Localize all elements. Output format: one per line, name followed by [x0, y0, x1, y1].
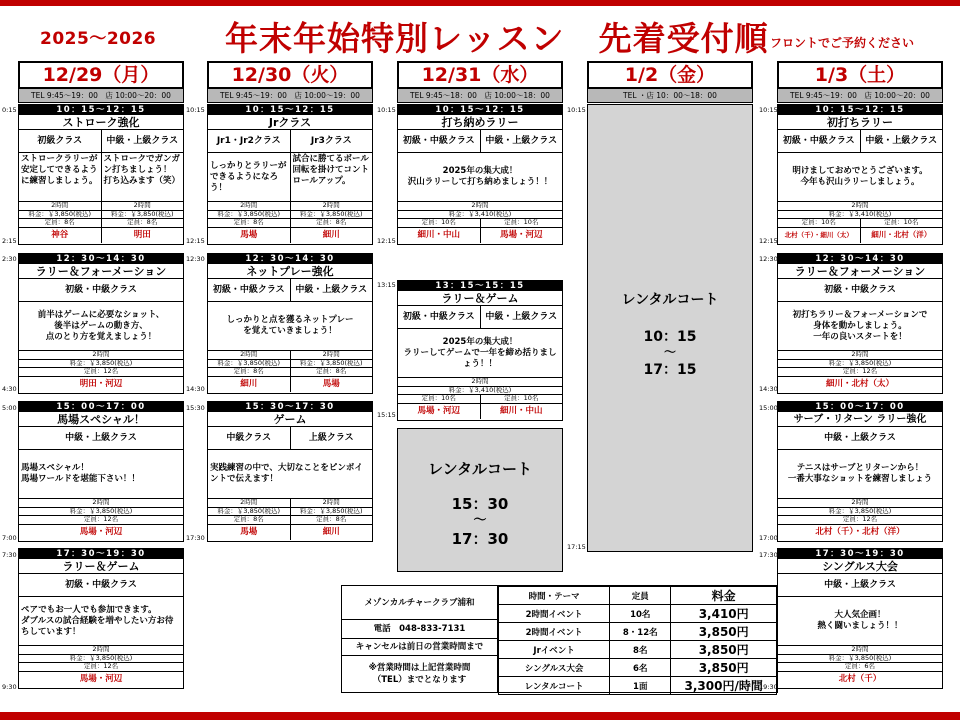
- lesson-theme: 打ち納めラリー: [398, 115, 562, 130]
- lesson-fee: 2時間 料金：￥3,850(税込) 定員：8名 2時間 料金：￥3,850(税込) 定員：8名: [208, 351, 372, 377]
- business-hours: TEL 9:45～18：00 店 10:00～18：00: [397, 88, 563, 103]
- hours-note: ※営業時間は上記営業時間 （TEL）までとなります: [368, 663, 471, 685]
- lesson-block: [777, 401, 943, 542]
- lesson-coaches: 北村（千）: [838, 673, 882, 684]
- time-label: 4:30: [2, 385, 17, 393]
- lesson-block: [18, 253, 184, 394]
- lesson-fee: 2時間 料金：￥3,850(税込) 定員：8名 2時間 料金：￥3,850(税込) 定員：8名: [208, 202, 372, 228]
- lesson-theme: Jrクラス: [208, 115, 372, 130]
- day-header: 1/2（金）: [587, 61, 753, 88]
- time-label: 12:15: [759, 237, 778, 245]
- lesson-coaches: 北村（千）・細川（太） 細川・北村（洋）: [778, 228, 942, 243]
- time-label: 10:15: [377, 106, 396, 114]
- time-label: 17:00: [759, 534, 778, 542]
- lesson-time: 12：30～14：30: [19, 254, 183, 264]
- lesson-coaches: 馬場・河辺: [79, 673, 123, 684]
- rental-court-block: [397, 428, 563, 572]
- lesson-theme: ラリー＆ゲーム: [19, 559, 183, 574]
- lesson-block: [18, 548, 184, 689]
- lesson-fee: 2時間 料金：￥3,410(税込) 定員：10名 定員：10名: [778, 202, 942, 228]
- time-label: 17:30: [186, 534, 205, 542]
- lesson-fee: 2時間 料金：￥3,850(税込) 定員：12名: [19, 499, 183, 525]
- lesson-time: 15：00～17：00: [778, 402, 942, 412]
- lesson-levels: 初級クラス 中級・上級クラス: [19, 130, 183, 153]
- day-column-1229: [18, 0, 184, 700]
- lesson-levels: 中級・上級クラス: [19, 427, 183, 450]
- lesson-coaches: 明田・河辺: [79, 378, 123, 389]
- time-label: 0:15: [2, 106, 17, 114]
- lesson-time: 17：30～19：30: [778, 549, 942, 559]
- day-header: 12/29（月）: [18, 61, 184, 88]
- lesson-fee: 2時間 料金：￥3,850(税込) 定員：12名: [19, 646, 183, 672]
- lesson-description: しっかりとラリーができるようになろう！ 試合に勝てるボール回転を掛けてコントロールアップ。: [208, 153, 372, 202]
- time-label: 9:30: [2, 683, 17, 691]
- lesson-levels: 初級・中級クラス 中級・上級クラス: [208, 279, 372, 302]
- lesson-block: [18, 104, 184, 245]
- lesson-time: 12：30～14：30: [778, 254, 942, 264]
- lesson-time: 15：00～17：00: [19, 402, 183, 412]
- lesson-time: 10：15～12：15: [19, 105, 183, 115]
- lesson-levels: Jr1・Jr2クラス Jr3クラス: [208, 130, 372, 153]
- lesson-fee: 2時間 料金：￥3,850(税込) 定員：8名 2時間 料金：￥3,850(税込) 定員：8名: [19, 202, 183, 228]
- lesson-coaches: 馬場 細川: [208, 228, 372, 243]
- rental-end-time: 17：30: [451, 530, 509, 548]
- business-hours: TEL 9:45～19：00 店 10:00～20：00: [18, 88, 184, 103]
- lesson-coaches: 北村（千）・北村（洋）: [815, 526, 905, 537]
- lesson-theme: 初打ちラリー: [778, 115, 942, 130]
- time-label: 12:30: [759, 255, 778, 263]
- lesson-coaches: 細川 馬場: [208, 377, 372, 392]
- price-row: 2時間イベント 10名 3,410円: [499, 605, 777, 623]
- lesson-description: 2025年の集大成！ 沢山ラリーして打ち納めましょう！！: [398, 153, 562, 202]
- lesson-description: 2025年の集大成！ ラリーしてゲームで一年を締め括りましょう！！: [398, 329, 562, 378]
- time-label: 2:30: [2, 255, 17, 263]
- rental-start-time: 10：15: [643, 329, 697, 345]
- time-label: 15:15: [377, 411, 396, 419]
- lesson-block: [777, 548, 943, 689]
- rental-separator: ～: [473, 513, 487, 528]
- day-header: 1/3（土）: [777, 61, 943, 88]
- lesson-block: [397, 280, 563, 421]
- lesson-levels: 中級・上級クラス: [778, 427, 942, 450]
- price-table: [498, 586, 777, 692]
- lesson-fee: 2時間 料金：￥3,850(税込) 定員：12名: [19, 351, 183, 377]
- time-label: 10:15: [567, 106, 586, 114]
- time-label: 7:00: [2, 534, 17, 542]
- lesson-coaches: 馬場・河辺 細川・中山: [398, 404, 562, 419]
- business-hours: TEL 9:45～19：00 店 10:00～20：00: [777, 88, 943, 103]
- time-label: 19:30: [759, 683, 778, 691]
- lesson-theme: ゲーム: [208, 412, 372, 427]
- lesson-description: しっかりと点を獲るネットプレー を覚えていきましょう！: [208, 302, 372, 351]
- lesson-description: 大人気企画！ 熱く闘いましょう！！: [778, 597, 942, 646]
- day-column-0103: [777, 0, 943, 700]
- lesson-fee: 2時間 料金：￥3,410(税込) 定員：10名 定員：10名: [398, 378, 562, 404]
- lesson-description: ストロークラリーが安定してできるように練習しましょう。 ストロークでガンガン打ちましょう！ 打ち込みます（笑）: [19, 153, 183, 202]
- business-hours: TEL ・店 10：00～18：00: [587, 88, 753, 103]
- lesson-time: 10：15～12：15: [208, 105, 372, 115]
- price-header-row: 時間・テーマ 定員 料金: [499, 587, 777, 605]
- lesson-fee: 2時間 料金：￥3,850(税込) 定員：12名: [778, 499, 942, 525]
- lesson-description: 前半はゲームに必要なショット、 後半はゲームの動き方、 点のとり方を覚えましょう！: [19, 302, 183, 351]
- time-label: 13:15: [377, 281, 396, 289]
- rental-separator: ～: [663, 345, 676, 359]
- rental-start-time: 15：30: [451, 495, 509, 513]
- price-row: シングルス大会 6名 3,850円: [499, 659, 777, 677]
- lesson-theme: シングルス大会: [778, 559, 942, 574]
- time-label: 17:15: [567, 543, 586, 551]
- club-info: [342, 586, 498, 692]
- info-price-table: [341, 585, 778, 693]
- lesson-time: 12：30～14：30: [208, 254, 372, 264]
- lesson-block: [18, 401, 184, 542]
- time-label: 12:30: [186, 255, 205, 263]
- lesson-coaches: 細川・中山 馬場・河辺: [398, 228, 562, 243]
- lesson-time: 10：15～12：15: [778, 105, 942, 115]
- rental-court-block: [587, 104, 753, 552]
- lesson-theme: 馬場スペシャル！: [19, 412, 183, 427]
- lesson-levels: 初級・中級クラス 中級・上級クラス: [398, 306, 562, 329]
- lesson-description: ペアでもお一人でも参加できます。 ダブルスの試合経験を増やしたい方お待ちしています！: [19, 597, 183, 646]
- lesson-theme: ラリー＆ゲーム: [398, 291, 562, 306]
- lesson-theme: サーブ・リターン ラリー強化: [778, 412, 942, 427]
- lesson-description: 馬場スペシャル！ 馬場ワールドを堪能下さい！！: [19, 450, 183, 499]
- lesson-time: 15：30～17：30: [208, 402, 372, 412]
- page-title: 年末年始特別レッスン 先着受付順: [225, 19, 769, 58]
- time-label: 10:15: [759, 106, 778, 114]
- time-label: 7:30: [2, 551, 17, 559]
- lesson-levels: 中級クラス 上級クラス: [208, 427, 372, 450]
- time-label: 10:15: [186, 106, 205, 114]
- lesson-levels: 初級・中級クラス 中級・上級クラス: [778, 130, 942, 153]
- time-label: 12:15: [186, 237, 205, 245]
- lesson-coaches: 神谷 明田: [19, 228, 183, 243]
- lesson-block: [207, 104, 373, 245]
- lesson-levels: 初級・中級クラス: [19, 574, 183, 597]
- cancel-policy: キャンセルは前日の営業時間まで: [342, 639, 497, 656]
- lesson-time: 10：15～12：15: [398, 105, 562, 115]
- rental-end-time: 17：15: [643, 362, 697, 378]
- lesson-block: [207, 401, 373, 542]
- lesson-block: [777, 104, 943, 245]
- lesson-block: [397, 104, 563, 245]
- bottom-bar: [0, 712, 960, 720]
- lesson-theme: ネットプレー強化: [208, 264, 372, 279]
- time-label: 14:30: [759, 385, 778, 393]
- lesson-time: 13：15～15：15: [398, 281, 562, 291]
- time-label: 12:15: [377, 237, 396, 245]
- day-header: 12/30（火）: [207, 61, 373, 88]
- price-row: Jrイベント 8名 3,850円: [499, 641, 777, 659]
- lesson-levels: 中級・上級クラス: [778, 574, 942, 597]
- lesson-coaches: 馬場 細川: [208, 525, 372, 540]
- time-label: 15:30: [186, 404, 205, 412]
- lesson-block: [777, 253, 943, 394]
- time-label: 14:30: [186, 385, 205, 393]
- time-label: 15:00: [759, 404, 778, 412]
- rental-court-label: レンタルコート: [621, 292, 719, 308]
- rental-court-label: レンタルコート: [427, 460, 533, 478]
- lesson-coaches: 細川・北村（太）: [825, 378, 894, 389]
- lesson-fee: 2時間 料金：￥3,850(税込) 定員：12名: [778, 351, 942, 377]
- price-row: レンタルコート 1面 3,300円/時間: [499, 677, 777, 695]
- lesson-theme: ラリー＆フォーメーション: [19, 264, 183, 279]
- lesson-description: 初打ちラリー＆フォーメーションで 身体を動かしましょう。 一年の良いスタートを！: [778, 302, 942, 351]
- lesson-fee: 2時間 料金：￥3,850(税込) 定員：8名 2時間 料金：￥3,850(税込) 定員：8名: [208, 499, 372, 525]
- lesson-block: [207, 253, 373, 394]
- lesson-theme: ストローク強化: [19, 115, 183, 130]
- year-label: 2025～2026: [40, 29, 157, 49]
- time-label: 17:30: [759, 551, 778, 559]
- lesson-description: 実践練習の中で、大切なことをピンポイントで伝えます！: [208, 450, 372, 499]
- lesson-description: 明けましておめでとうございます。 今年も沢山ラリーしましょう。: [778, 153, 942, 202]
- club-name: メゾンカルチャークラブ浦和: [342, 586, 497, 620]
- lesson-fee: 2時間 料金：￥3,410(税込) 定員：10名 定員：10名: [398, 202, 562, 228]
- lesson-theme: ラリー＆フォーメーション: [778, 264, 942, 279]
- reservation-note: フロントでご予約ください: [770, 36, 915, 50]
- lesson-levels: 初級・中級クラス: [19, 279, 183, 302]
- lesson-fee: 2時間 料金：￥3,850(税込) 定員：6名: [778, 646, 942, 672]
- day-header: 12/31（水）: [397, 61, 563, 88]
- time-label: 5:00: [2, 404, 17, 412]
- business-hours: TEL 9:45～19：00 店 10:00～19：00: [207, 88, 373, 103]
- price-row: 2時間イベント 8・12名 3,850円: [499, 623, 777, 641]
- club-phone: 電話 048-833-7131: [342, 620, 497, 639]
- lesson-time: 17：30～19：30: [19, 549, 183, 559]
- lesson-levels: 初級・中級クラス 中級・上級クラス: [398, 130, 562, 153]
- lesson-description: テニスはサーブとリターンから！ 一番大事なショットを練習しましょう: [778, 450, 942, 499]
- lesson-coaches: 馬場・河辺: [79, 526, 123, 537]
- time-label: 2:15: [2, 237, 17, 245]
- lesson-levels: 初級・中級クラス: [778, 279, 942, 302]
